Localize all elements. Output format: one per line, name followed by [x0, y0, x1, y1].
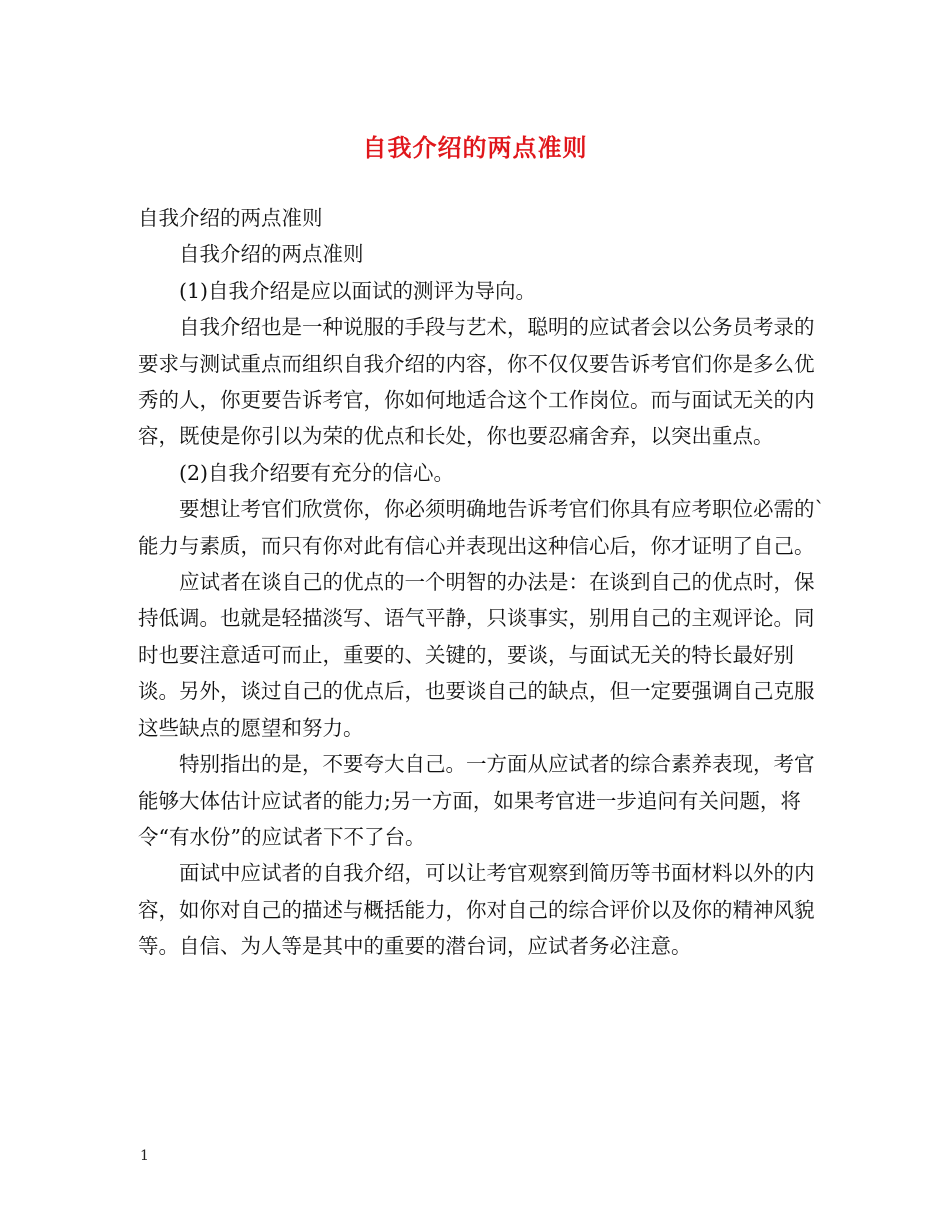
paragraph-heading: 自我介绍的两点准则 [138, 206, 323, 230]
paragraph-subheading: 自我介绍的两点准则 [179, 242, 364, 267]
paragraph-body: 特别指出的是，不要夸大自己。一方面从应试者的综合素养表现，考官能够大体估计应试者的能力;另一方面，如果考官进一步追问有关问题，将令“有水份”的应试者下不了台。 [138, 752, 815, 849]
paragraph-point-2: (2)自我介绍要有充分的信心。 [179, 460, 455, 485]
paragraph-point-1: (1)自我介绍是应以面试的测评为导向。 [179, 278, 537, 303]
paragraph-body: 要想让考官们欣赏你，你必须明确地告诉考官们你具有应考职位必需的`能力与素质，而只有你对此有信心并表现出这种信心后，你才证明了自己。 [138, 497, 825, 558]
paragraph-body: 面试中应试者的自我介绍，可以让考官观察到简历等书面材料以外的内容，如你对自己的描述与概括能力，你对自己的综合评价以及你的精神风貌等。自信、为人等是其中的重要的潜台词，应试者务必注意。 [138, 861, 815, 959]
document-body [138, 200, 828, 965]
paragraph-body: 自我介绍也是一种说服的手段与艺术，聪明的应试者会以公务员考录的要求与测试重点而组织自我介绍的内容，你不仅仅要告诉考官们你是多么优秀的人，你更要告诉考官，你如何地适合这个工作岗位。而与面试无关的内容，既使是你引以为荣的优点和长处，你也要忍痛舍弃，以突出重点。 [138, 315, 815, 449]
paragraph-body: 应试者在谈自己的优点的一个明智的办法是：在谈到自己的优点时，保持低调。也就是轻描淡写、语气平静，只谈事实，别用自己的主观评论。同时也要注意适可而止，重要的、关键的，要谈，与面试无关的特长最好别谈。另外，谈过自己的优点后，也要谈自己的缺点，但一定要强调自己克服这些缺点的愿望和努力。 [138, 570, 815, 740]
document-title: 自我介绍的两点准则 [362, 134, 588, 162]
page-number: 1 [140, 1148, 149, 1164]
